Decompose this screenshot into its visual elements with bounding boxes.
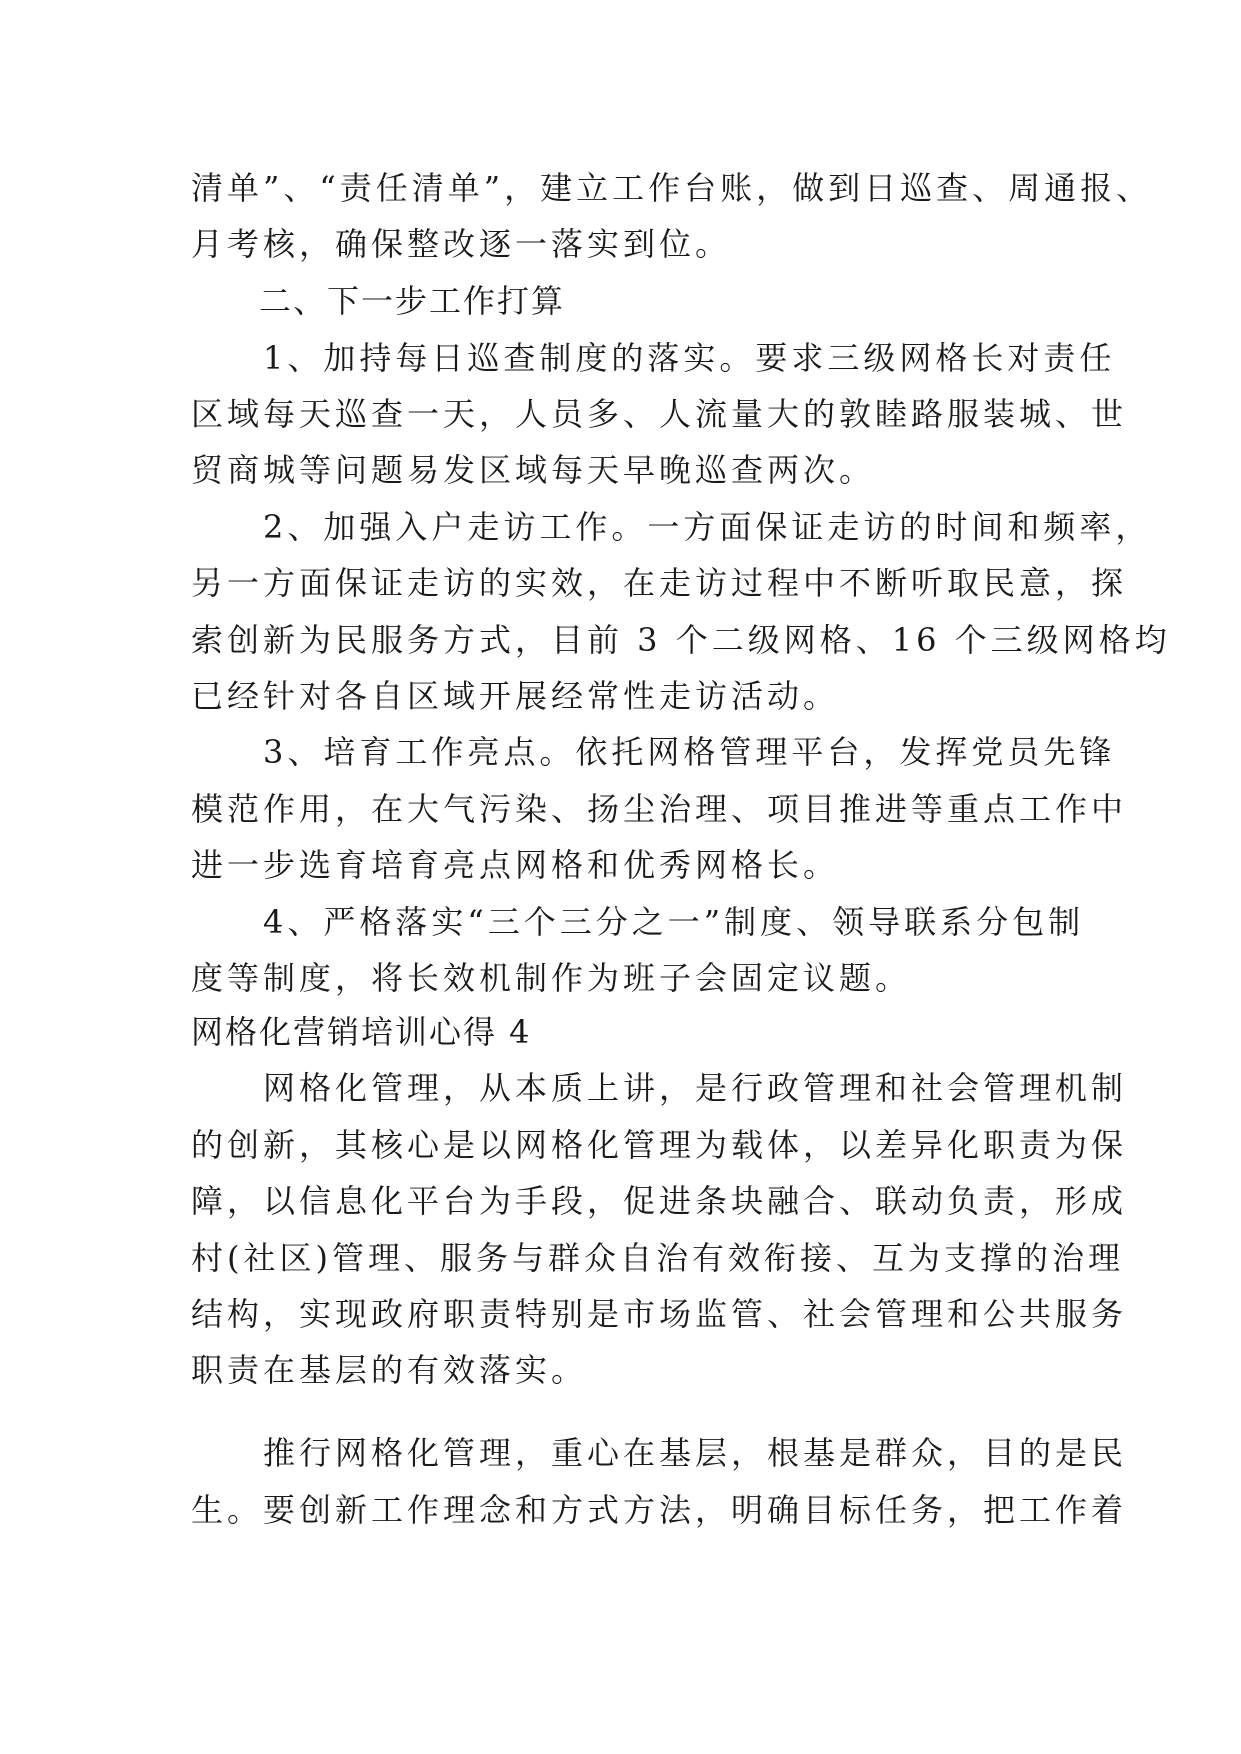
- text-line-17: 网格化管理，从本质上讲，是行政管理和社会管理机制: [191, 1069, 1128, 1107]
- text-line-2: 月考核，确保整改逐一落实到位。: [191, 225, 732, 263]
- text-line-15: 度等制度，将长效机制作为班子会固定议题。: [191, 959, 912, 997]
- text-line-1: 清单”、“责任清单”，建立工作台账，做到日巡查、周通报、: [191, 169, 1153, 207]
- text-line-18: 的创新，其核心是以网格化管理为载体，以差异化职责为保: [191, 1126, 1128, 1164]
- text-line-19: 障，以信息化平台为手段，促进条块融合、联动负责，形成: [191, 1182, 1128, 1220]
- text-line-8: 另一方面保证走访的实效，在走访过程中不断听取民意，探: [191, 564, 1128, 602]
- text-line-23: 推行网格化管理，重心在基层，根基是群众，目的是民: [191, 1434, 1128, 1472]
- text-line-20: 村(社区)管理、服务与群众自治有效衔接、互为支撑的治理: [191, 1239, 1124, 1277]
- text-line-21: 结构，实现政府职责特别是市场监管、社会管理和公共服务: [191, 1295, 1128, 1333]
- section-heading-next-steps: 二、下一步工作打算: [191, 282, 566, 320]
- text-line-9: 索创新为民服务方式，目前 3 个二级网格、16 个三级网格均: [191, 621, 1171, 659]
- text-line-7: 2、加强入户走访工作。一方面保证走访的时间和频率，: [191, 508, 1152, 546]
- text-line-12: 模范作用，在大气污染、扬尘治理、项目推进等重点工作中: [191, 790, 1128, 828]
- text-line-5: 区域每天巡查一天，人员多、人流量大的敦睦路服装城、世: [191, 395, 1128, 433]
- text-line-4: 1、加持每日巡查制度的落实。要求三级网格长对责任: [191, 339, 1116, 377]
- text-line-6: 贸商城等问题易发区域每天早晚巡查两次。: [191, 451, 876, 489]
- text-line-13: 进一步选育培育亮点网格和优秀网格长。: [191, 846, 840, 884]
- text-line-22: 职责在基层的有效落实。: [191, 1351, 588, 1389]
- text-line-24: 生。要创新工作理念和方式方法，明确目标任务，把工作着: [191, 1491, 1128, 1529]
- text-line-11: 3、培育工作亮点。依托网格管理平台，发挥党员先锋: [191, 733, 1116, 771]
- section-title-training: 网格化营销培训心得 4: [191, 1013, 532, 1051]
- text-line-10: 已经针对各自区域开展经常性走访活动。: [191, 677, 840, 715]
- text-line-14: 4、严格落实“三个三分之一”制度、领导联系分包制: [191, 903, 1085, 941]
